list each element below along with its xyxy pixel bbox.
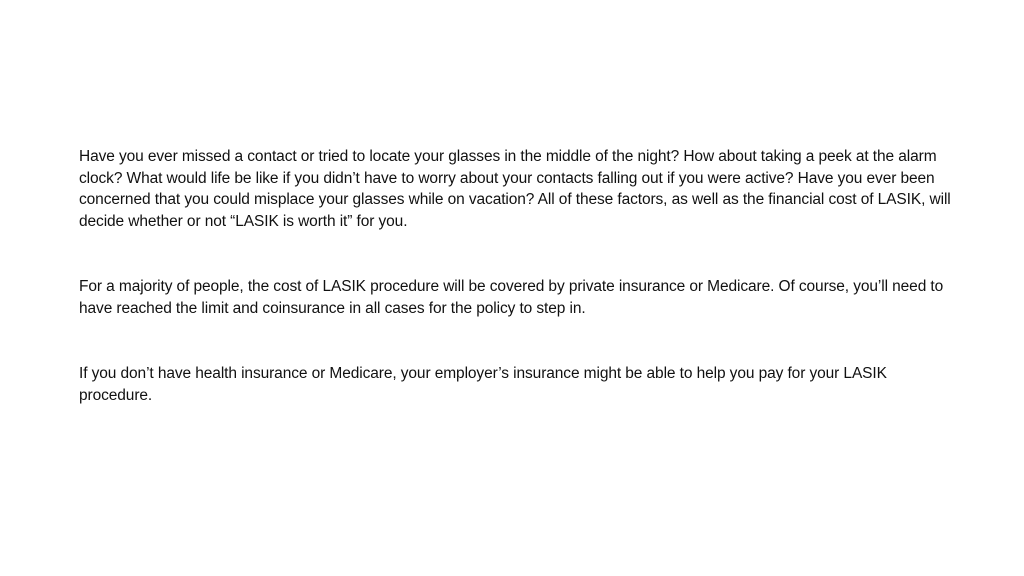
- slide-body: [79, 146, 959, 406]
- paragraph-intro: Have you ever missed a contact or tried to locate your glasses in the middle of the night? How about taking a peek at the alarm clock? What would life be like if you didn’t have to worry about your contacts falling out if you were active? Have you ever been concerned that you could misplace your glasses while on vacation? All of these factors, as well as the financial cost of LASIK, will decide whether or not “LASIK is worth it” for you.: [79, 148, 951, 230]
- paragraph-employer: If you don’t have health insurance or Medicare, your employer’s insurance might be able to help you pay for your LASIK procedure.: [79, 365, 887, 404]
- paragraph-insurance: For a majority of people, the cost of LASIK procedure will be covered by private insurance or Medicare. Of course, you’ll need to have reached the limit and coinsurance in all cases for the policy to step in.: [79, 278, 944, 317]
